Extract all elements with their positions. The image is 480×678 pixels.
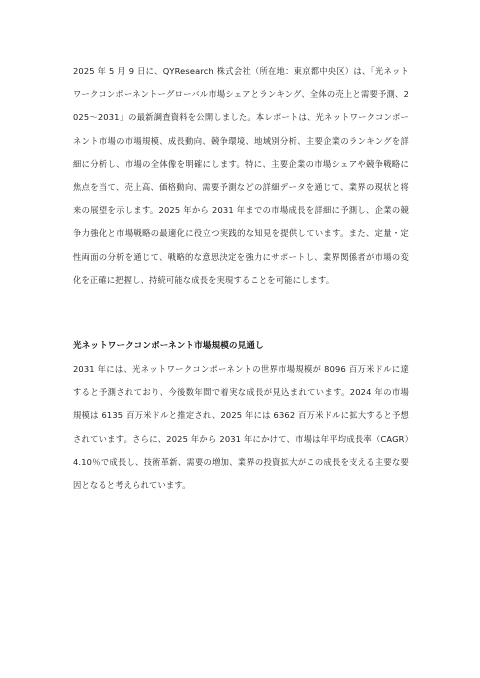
section-heading: 光ネットワークコンポーネント市場規模の見通し [73, 341, 264, 352]
market-outlook-paragraph: 2031 年には、光ネットワークコンポーネントの世界市場規模が 8096 百万米ドルに達すると予測されており、今後数年間で着実な成長が見込まれています。2024 年の市場規模は 6135 百万米ドルと推定され、2025 年には 6362 百万米ドルに拡大すると予想されています。さらに、2025 年から 2031 年にかけて、市場は年平均成長率（CAGR）4.10％で成長し、技術革新、需要の増加、業界の投資拡大がこの成長を支える主要な要因となると考えられています。 [73, 364, 409, 491]
document-body [73, 60, 409, 497]
intro-paragraph: 2025 年 5 月 9 日に、QYResearch 株式会社（所在地：東京都中央区）は、「光ネットワークコンポーネントーグローバル市場シェアとランキング、全体の売上と需要予測、2025～2031」の最新調査資料を公開しました。本レポートは、光ネットワークコンポーネント市場の市場規模、成長動向、競争環境、地域別分析、主要企業のランキングを詳細に分析し、市場の全体像を明確にします。特に、主要企業の市場シェアや競争戦略に焦点を当て、売上高、価格動向、需要予測などの詳細データを通じて、業界の現状と将来の展望を示します。2025 年から 2031 年までの市場成長を詳細に予測し、企業の競争力強化と市場戦略の最適化に役立つ実践的な知見を提供しています。また、定量・定性両面の分析を通じて、戦略的な意思決定を強力にサポートし、業界関係者が市場の変化を正確に把握し、持続可能な成長を実現することを可能にします。 [73, 66, 409, 285]
section-spacer [73, 292, 409, 335]
